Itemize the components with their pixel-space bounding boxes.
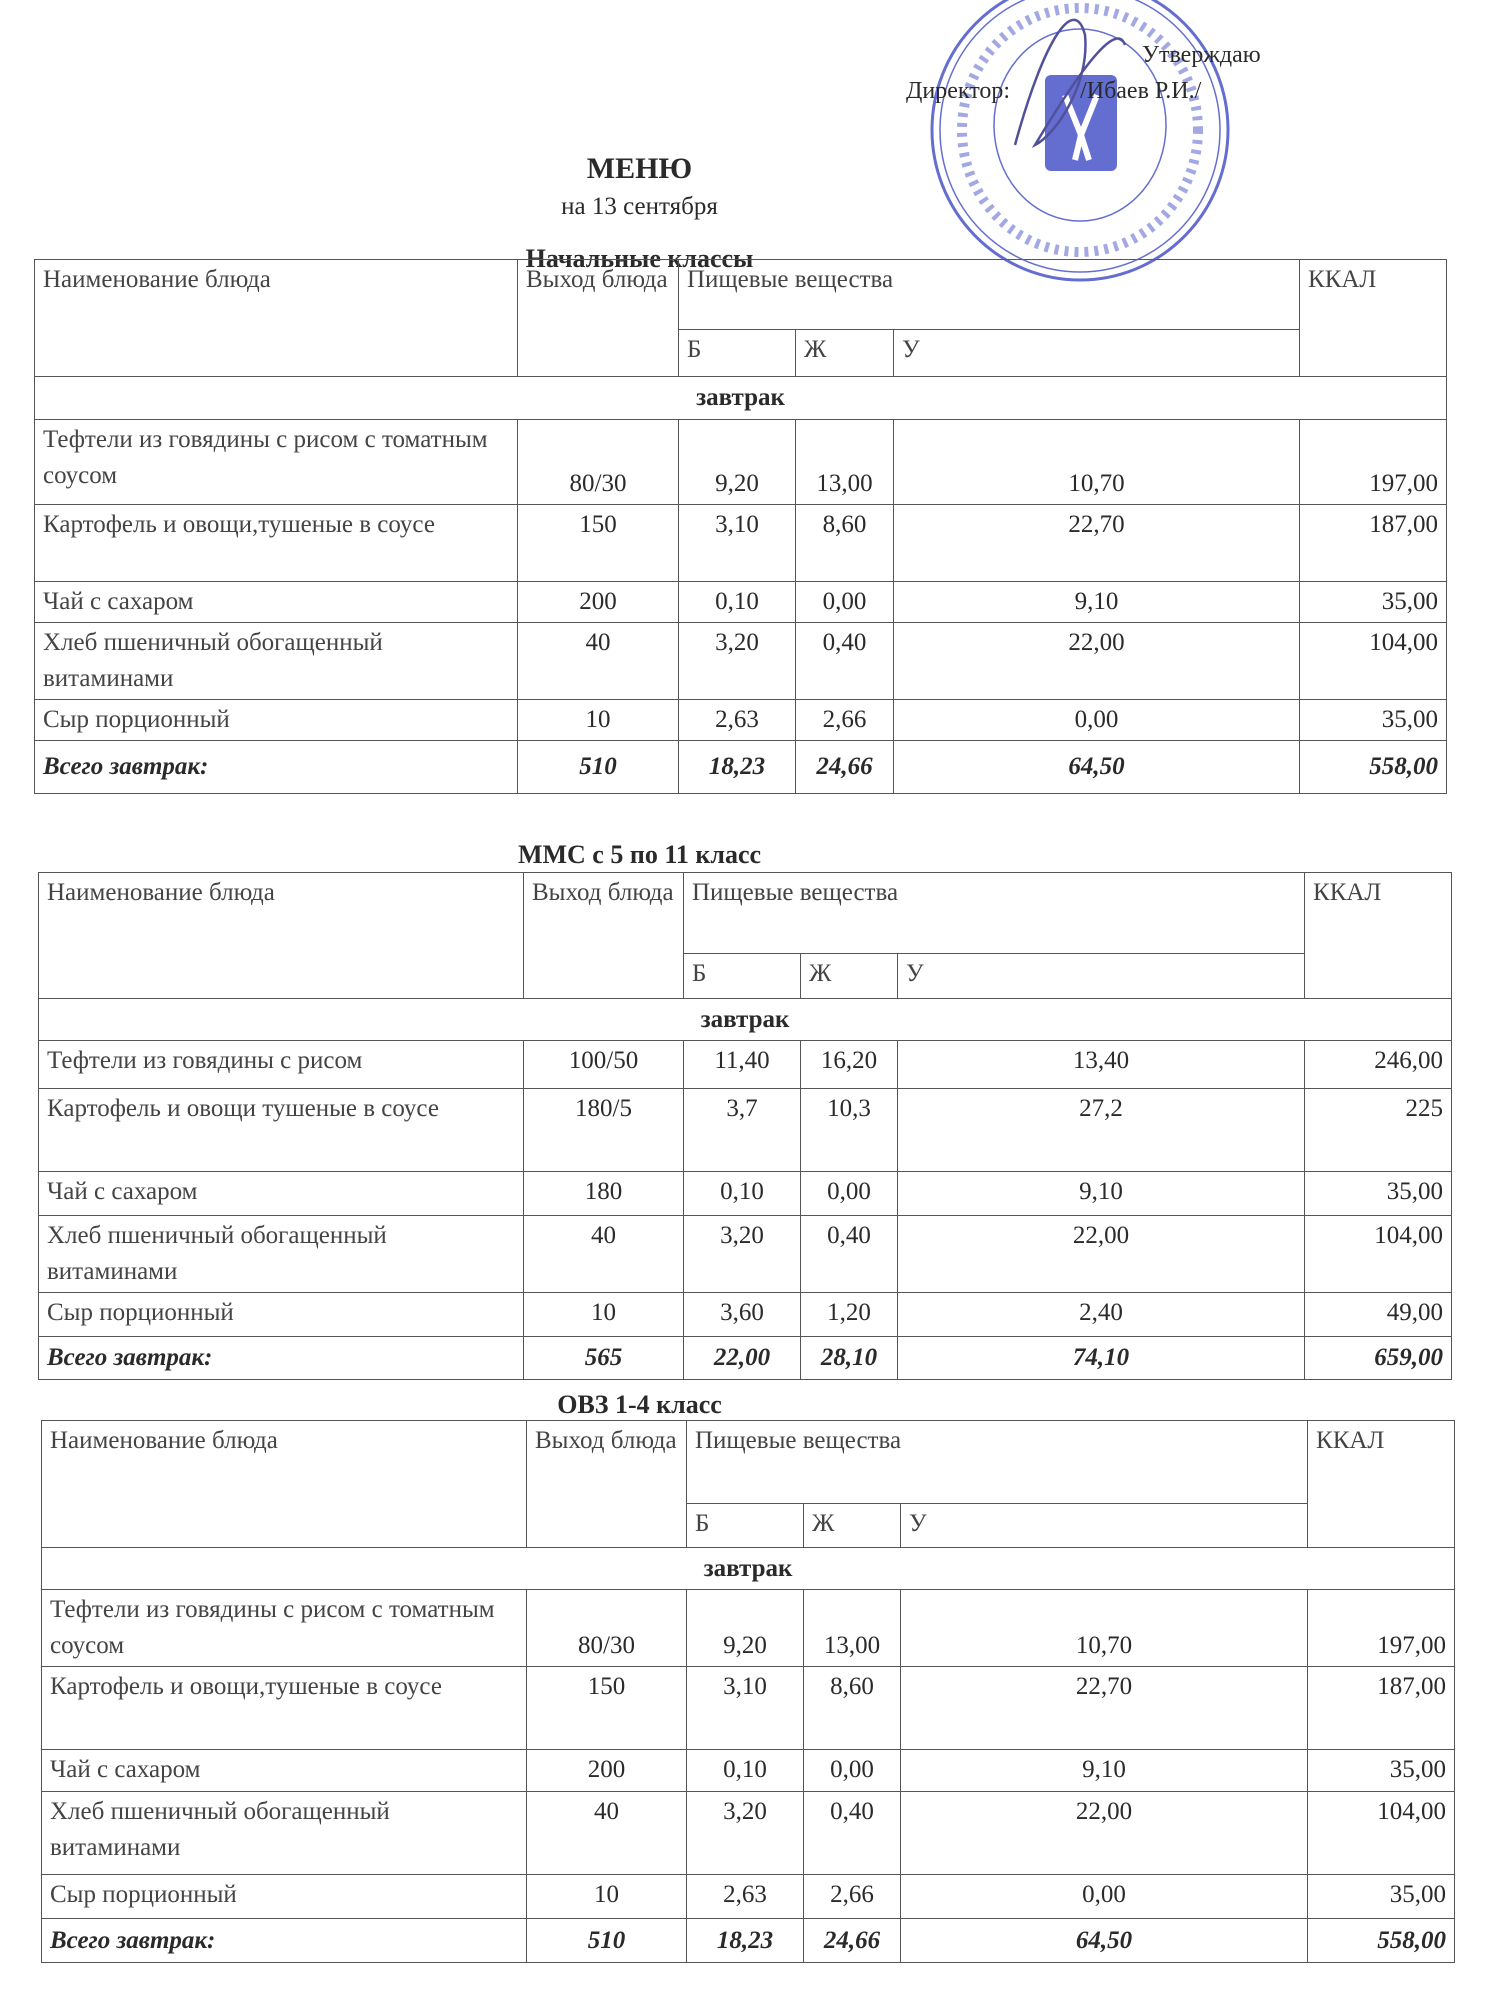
total-row <box>35 741 1447 794</box>
table-row <box>39 1172 1452 1216</box>
header-row <box>39 873 1452 954</box>
dish-carbs: 0,00 <box>901 1875 1308 1919</box>
dish-carbs: 22,00 <box>901 1792 1308 1875</box>
meal-row <box>39 999 1452 1041</box>
dish-name: Картофель и овощи,тушеные в соусе <box>35 505 518 582</box>
dish-carbs: 22,00 <box>894 623 1300 700</box>
dish-fat: 13,00 <box>796 420 894 505</box>
dish-protein: 3,60 <box>684 1293 801 1337</box>
dish-protein: 9,20 <box>679 420 796 505</box>
column-header-nutrients: Пищевые вещества <box>679 260 1300 330</box>
total-label: Всего завтрак: <box>39 1337 524 1380</box>
total-carbs: 64,50 <box>901 1919 1308 1963</box>
dish-kcal: 104,00 <box>1305 1216 1452 1293</box>
dish-name: Хлеб пшеничный обогащенный витаминами <box>39 1216 524 1293</box>
menu-table <box>41 1420 1455 1963</box>
meal-row <box>35 377 1447 420</box>
director-name: /Ибаев Р.И./ <box>1080 78 1202 104</box>
menu-table <box>34 259 1447 794</box>
dish-carbs: 13,40 <box>898 1041 1305 1089</box>
menu-date: на 13 сентября <box>561 193 718 220</box>
dish-fat: 13,00 <box>804 1590 901 1667</box>
dish-protein: 0,10 <box>687 1750 804 1792</box>
dish-carbs: 22,70 <box>894 505 1300 582</box>
dish-output: 180/5 <box>524 1089 684 1172</box>
column-header-kcal: ККАЛ <box>1305 873 1452 999</box>
header-row <box>42 1421 1455 1504</box>
dish-name: Тефтели из говядины с рисом <box>39 1041 524 1089</box>
dish-carbs: 22,00 <box>898 1216 1305 1293</box>
dish-carbs: 10,70 <box>901 1590 1308 1667</box>
column-header-output: Выход блюда <box>518 260 679 377</box>
dish-output: 80/30 <box>527 1590 687 1667</box>
column-header-output: Выход блюда <box>527 1421 687 1548</box>
column-header-nutrients: Пищевые вещества <box>687 1421 1308 1504</box>
table-row <box>42 1792 1455 1875</box>
dish-name: Хлеб пшеничный обогащенный витаминами <box>35 623 518 700</box>
column-header-kcal: ККАЛ <box>1308 1421 1455 1548</box>
dish-fat: 2,66 <box>796 700 894 741</box>
column-header-protein: Б <box>684 954 801 999</box>
total-protein: 22,00 <box>684 1337 801 1380</box>
total-kcal: 558,00 <box>1300 741 1447 794</box>
dish-kcal: 104,00 <box>1300 623 1447 700</box>
table-row <box>35 505 1447 582</box>
table-row <box>39 1041 1452 1089</box>
total-kcal: 558,00 <box>1308 1919 1455 1963</box>
dish-protein: 3,7 <box>684 1089 801 1172</box>
dish-kcal: 35,00 <box>1300 582 1447 623</box>
dish-carbs: 2,40 <box>898 1293 1305 1337</box>
dish-output: 10 <box>524 1293 684 1337</box>
dish-kcal: 35,00 <box>1305 1172 1452 1216</box>
column-header-fat: Ж <box>796 330 894 377</box>
total-carbs: 74,10 <box>898 1337 1305 1380</box>
dish-carbs: 22,70 <box>901 1667 1308 1750</box>
meal-label: завтрак <box>42 1548 1455 1590</box>
dish-kcal: 197,00 <box>1300 420 1447 505</box>
section-title: ММС с 5 по 11 класс <box>517 840 762 869</box>
column-header-protein: Б <box>679 330 796 377</box>
dish-name: Сыр порционный <box>35 700 518 741</box>
meal-row <box>42 1548 1455 1590</box>
dish-name: Сыр порционный <box>39 1293 524 1337</box>
table-row <box>42 1667 1455 1750</box>
dish-kcal: 187,00 <box>1308 1667 1455 1750</box>
dish-carbs: 10,70 <box>894 420 1300 505</box>
dish-carbs: 27,2 <box>898 1089 1305 1172</box>
total-output: 565 <box>524 1337 684 1380</box>
dish-carbs: 9,10 <box>898 1172 1305 1216</box>
section-title: Начальные классы <box>525 244 754 273</box>
dish-protein: 11,40 <box>684 1041 801 1089</box>
total-output: 510 <box>518 741 679 794</box>
total-output: 510 <box>527 1919 687 1963</box>
dish-output: 100/50 <box>524 1041 684 1089</box>
dish-name: Чай с сахаром <box>39 1172 524 1216</box>
dish-fat: 1,20 <box>801 1293 898 1337</box>
dish-output: 80/30 <box>518 420 679 505</box>
column-header-name: Наименование блюда <box>42 1421 527 1548</box>
table-row <box>42 1750 1455 1792</box>
dish-fat: 10,3 <box>801 1089 898 1172</box>
dish-protein: 2,63 <box>687 1875 804 1919</box>
column-header-nutrients: Пищевые вещества <box>684 873 1305 954</box>
dish-fat: 8,60 <box>804 1667 901 1750</box>
table-row <box>35 623 1447 700</box>
dish-protein: 9,20 <box>687 1590 804 1667</box>
table-row <box>42 1875 1455 1919</box>
total-fat: 24,66 <box>796 741 894 794</box>
dish-fat: 2,66 <box>804 1875 901 1919</box>
dish-name: Тефтели из говядины с рисом с томатным соусом <box>42 1590 527 1667</box>
meal-label: завтрак <box>35 377 1447 420</box>
dish-name: Сыр порционный <box>42 1875 527 1919</box>
dish-carbs: 9,10 <box>901 1750 1308 1792</box>
dish-protein: 2,63 <box>679 700 796 741</box>
menu-table <box>38 872 1452 1380</box>
dish-protein: 3,20 <box>687 1792 804 1875</box>
meal-label: завтрак <box>39 999 1452 1041</box>
table-row <box>39 1216 1452 1293</box>
column-header-carbs: У <box>898 954 1305 999</box>
dish-carbs: 0,00 <box>894 700 1300 741</box>
column-header-name: Наименование блюда <box>39 873 524 999</box>
dish-protein: 0,10 <box>679 582 796 623</box>
total-fat: 28,10 <box>801 1337 898 1380</box>
dish-name: Картофель и овощи тушеные в соусе <box>39 1089 524 1172</box>
page-title: МЕНЮ <box>586 152 693 185</box>
dish-protein: 3,20 <box>684 1216 801 1293</box>
column-header-carbs: У <box>894 330 1300 377</box>
dish-protein: 3,10 <box>679 505 796 582</box>
table-row <box>35 582 1447 623</box>
total-fat: 24,66 <box>804 1919 901 1963</box>
total-label: Всего завтрак: <box>42 1919 527 1963</box>
dish-kcal: 35,00 <box>1308 1750 1455 1792</box>
dish-kcal: 49,00 <box>1305 1293 1452 1337</box>
dish-protein: 3,20 <box>679 623 796 700</box>
dish-output: 200 <box>527 1750 687 1792</box>
dish-output: 200 <box>518 582 679 623</box>
dish-fat: 8,60 <box>796 505 894 582</box>
dish-name: Хлеб пшеничный обогащенный витаминами <box>42 1792 527 1875</box>
dish-kcal: 35,00 <box>1308 1875 1455 1919</box>
table-row <box>39 1089 1452 1172</box>
dish-output: 10 <box>518 700 679 741</box>
column-header-kcal: ККАЛ <box>1300 260 1447 377</box>
director-line <box>906 78 1201 105</box>
column-header-fat: Ж <box>801 954 898 999</box>
dish-kcal: 104,00 <box>1308 1792 1455 1875</box>
dish-output: 150 <box>518 505 679 582</box>
dish-output: 40 <box>518 623 679 700</box>
table-row <box>35 700 1447 741</box>
table-row <box>35 420 1447 505</box>
dish-kcal: 225 <box>1305 1089 1452 1172</box>
total-label: Всего завтрак: <box>35 741 518 794</box>
column-header-protein: Б <box>687 1504 804 1548</box>
dish-name: Картофель и овощи,тушеные в соусе <box>42 1667 527 1750</box>
dish-name: Тефтели из говядины с рисом с томатным соусом <box>35 420 518 505</box>
column-header-carbs: У <box>901 1504 1308 1548</box>
total-row <box>39 1337 1452 1380</box>
dish-name: Чай с сахаром <box>42 1750 527 1792</box>
dish-fat: 0,00 <box>804 1750 901 1792</box>
dish-kcal: 197,00 <box>1308 1590 1455 1667</box>
dish-protein: 0,10 <box>684 1172 801 1216</box>
dish-fat: 0,40 <box>801 1216 898 1293</box>
dish-output: 180 <box>524 1172 684 1216</box>
dish-fat: 16,20 <box>801 1041 898 1089</box>
column-header-name: Наименование блюда <box>35 260 518 377</box>
dish-output: 10 <box>527 1875 687 1919</box>
dish-kcal: 35,00 <box>1300 700 1447 741</box>
dish-output: 40 <box>527 1792 687 1875</box>
approval-label: Утверждаю <box>1142 42 1261 68</box>
total-protein: 18,23 <box>687 1919 804 1963</box>
director-label: Директор: <box>906 78 1011 104</box>
table-row <box>42 1590 1455 1667</box>
dish-carbs: 9,10 <box>894 582 1300 623</box>
table-row <box>39 1293 1452 1337</box>
column-header-fat: Ж <box>804 1504 901 1548</box>
total-carbs: 64,50 <box>894 741 1300 794</box>
dish-fat: 0,00 <box>796 582 894 623</box>
dish-name: Чай с сахаром <box>35 582 518 623</box>
dish-kcal: 246,00 <box>1305 1041 1452 1089</box>
dish-kcal: 187,00 <box>1300 505 1447 582</box>
dish-fat: 0,00 <box>801 1172 898 1216</box>
dish-protein: 3,10 <box>687 1667 804 1750</box>
dish-fat: 0,40 <box>796 623 894 700</box>
dish-output: 40 <box>524 1216 684 1293</box>
total-kcal: 659,00 <box>1305 1337 1452 1380</box>
dish-fat: 0,40 <box>804 1792 901 1875</box>
dish-output: 150 <box>527 1667 687 1750</box>
section-title: ОВЗ 1-4 класс <box>557 1390 722 1419</box>
total-row <box>42 1919 1455 1963</box>
total-protein: 18,23 <box>679 741 796 794</box>
column-header-output: Выход блюда <box>524 873 684 999</box>
